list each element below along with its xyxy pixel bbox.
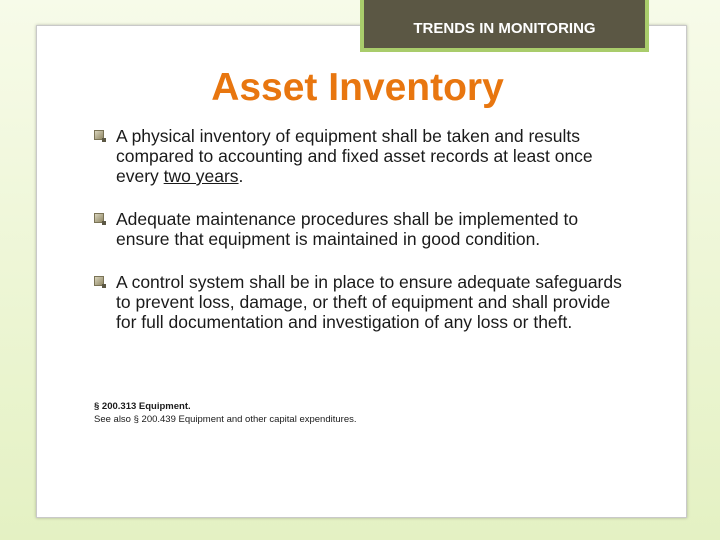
citation-secondary: See also § 200.439 Equipment and other capital expenditures.: [94, 414, 357, 425]
header-tab-label: TRENDS IN MONITORING: [413, 19, 596, 37]
slide-title: [0, 62, 720, 114]
slide-title-text: Asset Inventory: [211, 66, 504, 109]
header-tab: [364, 0, 645, 48]
bullet-emphasis: two years: [163, 166, 239, 186]
bullet-text-end: .: [238, 166, 244, 186]
bullet-text: A physical inventory of equipment shall be taken and results compared to accounting and fixed asset records at least once every: [116, 126, 593, 186]
citation-block: [94, 400, 614, 426]
checkbox-bullet-icon: [94, 276, 104, 286]
bullet-item-maintenance: [90, 209, 630, 249]
bullet-item-control-system: [90, 272, 630, 332]
citation-primary: § 200.313 Equipment.: [94, 401, 191, 412]
bullet-text: Adequate maintenance procedures shall be implemented to ensure that equipment is maintained in good condition.: [116, 209, 579, 249]
bullet-text: A control system shall be in place to ensure adequate safeguards to prevent loss, damage, or theft of equipment and shall provide for full documentation and investigation of any loss or theft.: [116, 272, 622, 332]
checkbox-bullet-icon: [94, 213, 104, 223]
bullet-item-inventory: [90, 126, 630, 186]
bullet-list: [90, 126, 630, 332]
checkbox-bullet-icon: [94, 130, 104, 140]
